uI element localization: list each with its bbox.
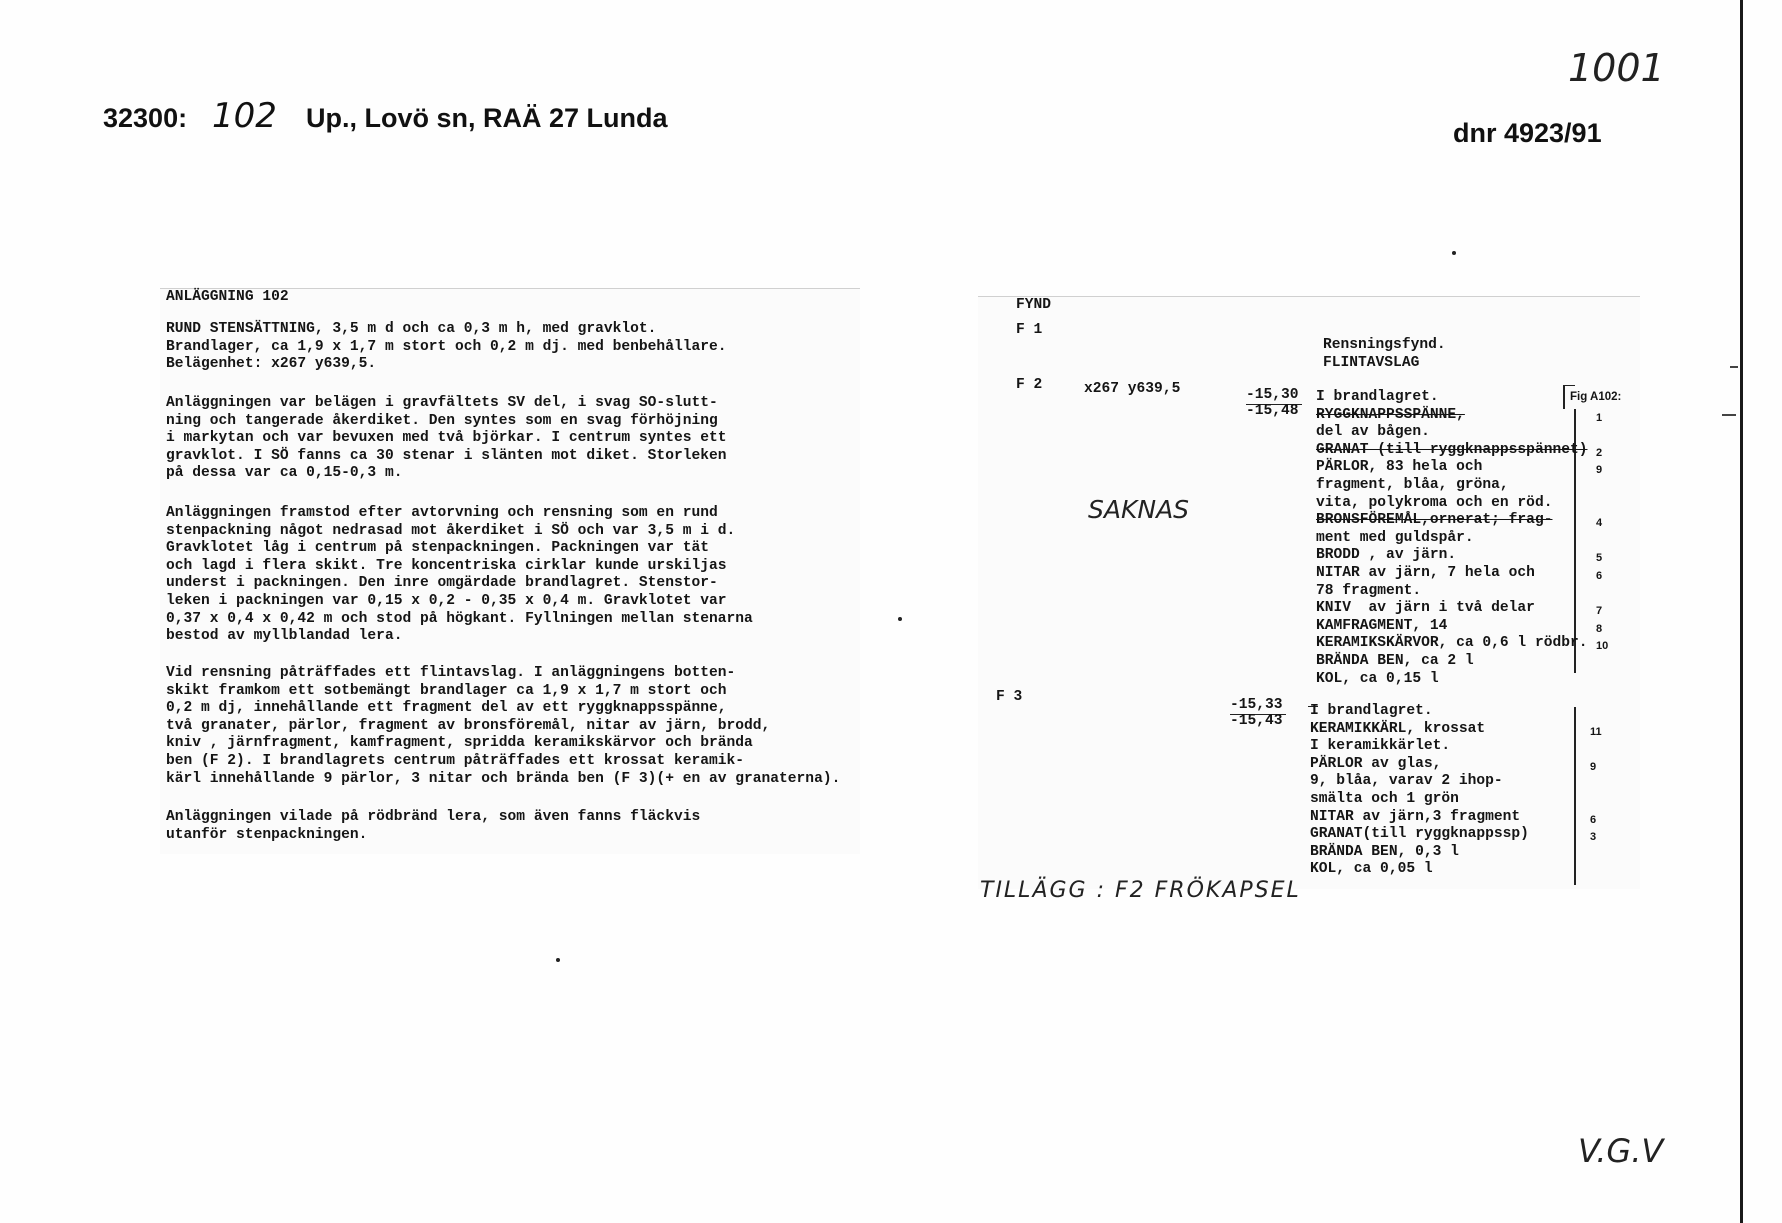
find-label-f2: F 2 [1016,377,1043,393]
feature-description-card [160,288,860,854]
figure-column-rule [1563,385,1575,386]
description-paragraph: Anläggningen vilade på rödbränd lera, som även fanns fläckvis utanför stenpackningen. [166,809,701,843]
find-line: BRÄNDA BEN, ca 2 l [1316,653,1474,669]
scan-speck [1452,251,1456,255]
find-line: NITAR av järn,3 fragment [1310,808,1521,825]
finds-card [978,296,1640,889]
figure-number: 1 [1596,411,1603,424]
find-line: KOL, ca 0,15 l [1316,670,1439,687]
find-line: KNIV av järn i två delar [1316,600,1535,617]
find-line: 9, blåa, varav 2 ihop- [1310,773,1503,790]
find-line: del av bågen. [1316,424,1430,441]
handwritten-addition-note: TILLÄGG : F2 FRÖKAPSEL [980,878,1301,903]
find-line: vita, polykroma och en röd. [1316,494,1553,511]
find-line: I brandlagret. [1310,703,1433,719]
find-line: KERAMIKSKÄRVOR, ca 0,6 l rödbr. [1316,635,1588,652]
find-line: smälta och 1 grön [1310,791,1459,807]
figure-number: 5 [1596,552,1603,565]
description-paragraph: Anläggningen framstod efter avtorvning och rensning som en rund stenpackning något nedrasad mot åkerdiket i SÖ och var 3,5 m i d. Gravklotet låg i centrum på stenpackningen. Packningen var tät och lagd i flera skikt. Tre koncentriska cirklar kunde urskiljas underst i packningen. Den inre omgärdade brandlagret. Stenstor- leken i packningen var 0,15 x 0,2 - 0,35 x 0,4 m. Gravklotet var 0,37 x 0,4 x 0,42 m och stod på högkant. Fyllningen mellan stenarna bestod av myllblandad lera. [166,505,753,645]
find-line: BRODD , av järn. [1316,547,1457,564]
find-line: PÄRLOR, 83 hela och [1316,459,1483,476]
figure-number: 6 [1596,570,1603,582]
find-line: KAMFRAGMENT, 14 [1316,617,1448,634]
description-paragraph: Vid rensning påträffades ett flintavslag. I anläggningens botten- skikt framkom ett sotbemängt brandlager ca 1,9 x 1,7 m stort och 0,2 m dj, innehållande ett fragment del av ett ryggknappsspänne, två granater, pärlor, fragment av bronsföremål, nitar av järn, brodd, kniv , järnfragment, kamfragment, spridda keramikskärvor och brända ben (F 2). I brandlagrets centrum påträffades ett krossat keramik- kärl innehållande 9 pärlor, 3 nitar och brända ben (F 3)(+ en av granaterna). [166,665,841,787]
site-location: Up., Lovö sn, RAÄ 27 Lunda [306,103,668,133]
scan-speck [556,958,560,962]
find-line: KERAMIKKÄRL, krossat [1310,720,1486,737]
handwritten-missing-note: SAKNAS [1088,495,1190,524]
find-line: GRANAT(till ryggknappssp) [1310,826,1529,843]
f2-depth-top: -15,30 [1246,387,1299,403]
figure-number: 9 [1596,464,1603,477]
figure-reference-label: Fig A102: [1570,391,1622,403]
margin-tick [1730,366,1738,368]
figure-number: 11 [1590,725,1602,738]
f1-line: FLINTAVSLAG [1323,355,1420,371]
figure-number: 10 [1596,640,1609,653]
find-line: BRÄNDA BEN, 0,3 l [1310,843,1459,860]
find-line: BRONSFÖREMÅL,ornerat; frag- [1316,512,1553,529]
handwritten-page-number: 1001 [1568,46,1665,90]
figure-number: 3 [1590,831,1597,844]
feature-title: ANLÄGGNING 102 [166,289,289,305]
find-line: KOL, ca 0,05 l [1310,861,1433,878]
figure-number: 7 [1596,605,1603,618]
figure-number: 9 [1590,760,1597,773]
f3-depth-top: -15,33 [1230,697,1283,713]
diary-number: dnr 4923/91 [1453,118,1602,148]
find-line: PÄRLOR av glas, [1310,755,1442,772]
archive-code: 32300: [103,103,188,133]
figure-number: 2 [1596,446,1603,459]
finds-title: FYND [1016,297,1052,313]
margin-tick [1722,414,1736,416]
description-paragraph: Anläggningen var belägen i gravfältets SV del, i svag SO-slutt- ning och tangerade åkerdiket. Den syntes som en svag förhöjning i markytan och var bevuxen med två björkar. I centrum syntes ett gravklot. I SÖ fanns ca 30 stenar i slänten mot diket. Storleken på dessa var ca 0,15-0,3 m. [166,395,727,482]
find-line: RYGGKNAPPSSPÄNNE, [1316,406,1465,423]
f2-coordinate: x267 y639,5 [1084,381,1181,397]
figure-number: 8 [1596,622,1603,635]
find-line: 78 fragment. [1316,582,1422,599]
find-line: I brandlagret. [1316,389,1439,405]
handwritten-feature-number: 102 [212,96,277,136]
description-paragraph: RUND STENSÄTTNING, 3,5 m d och ca 0,3 m h, med gravklot. Brandlager, ca 1,9 x 1,7 m stort och 0,2 m dj. med benbehållare. Belägenhet: x267 y639,5. [166,321,727,373]
find-line: ment med guldspår. [1316,529,1474,546]
find-label-f3: F 3 [996,689,1023,705]
figure-column-rule [1574,707,1576,885]
f1-line: Rensningsfynd. [1323,337,1446,353]
figure-column-rule [1563,385,1565,409]
find-line: fragment, blåa, gröna, [1316,477,1509,493]
f2-depth-bottom: -15,48 [1246,403,1299,419]
scan-speck [898,617,902,621]
handwritten-initials: V.G.V [1578,1132,1664,1170]
figure-number: 4 [1596,517,1603,530]
figure-number: 6 [1590,813,1597,826]
find-line: GRANAT (till ryggknappsspännet) [1316,441,1588,458]
find-line: NITAR av järn, 7 hela och [1316,565,1535,581]
find-label-f1: F 1 [1016,322,1043,338]
f3-depth-bottom: -15,43 [1230,713,1283,729]
find-line: I keramikkärlet. [1310,738,1451,755]
